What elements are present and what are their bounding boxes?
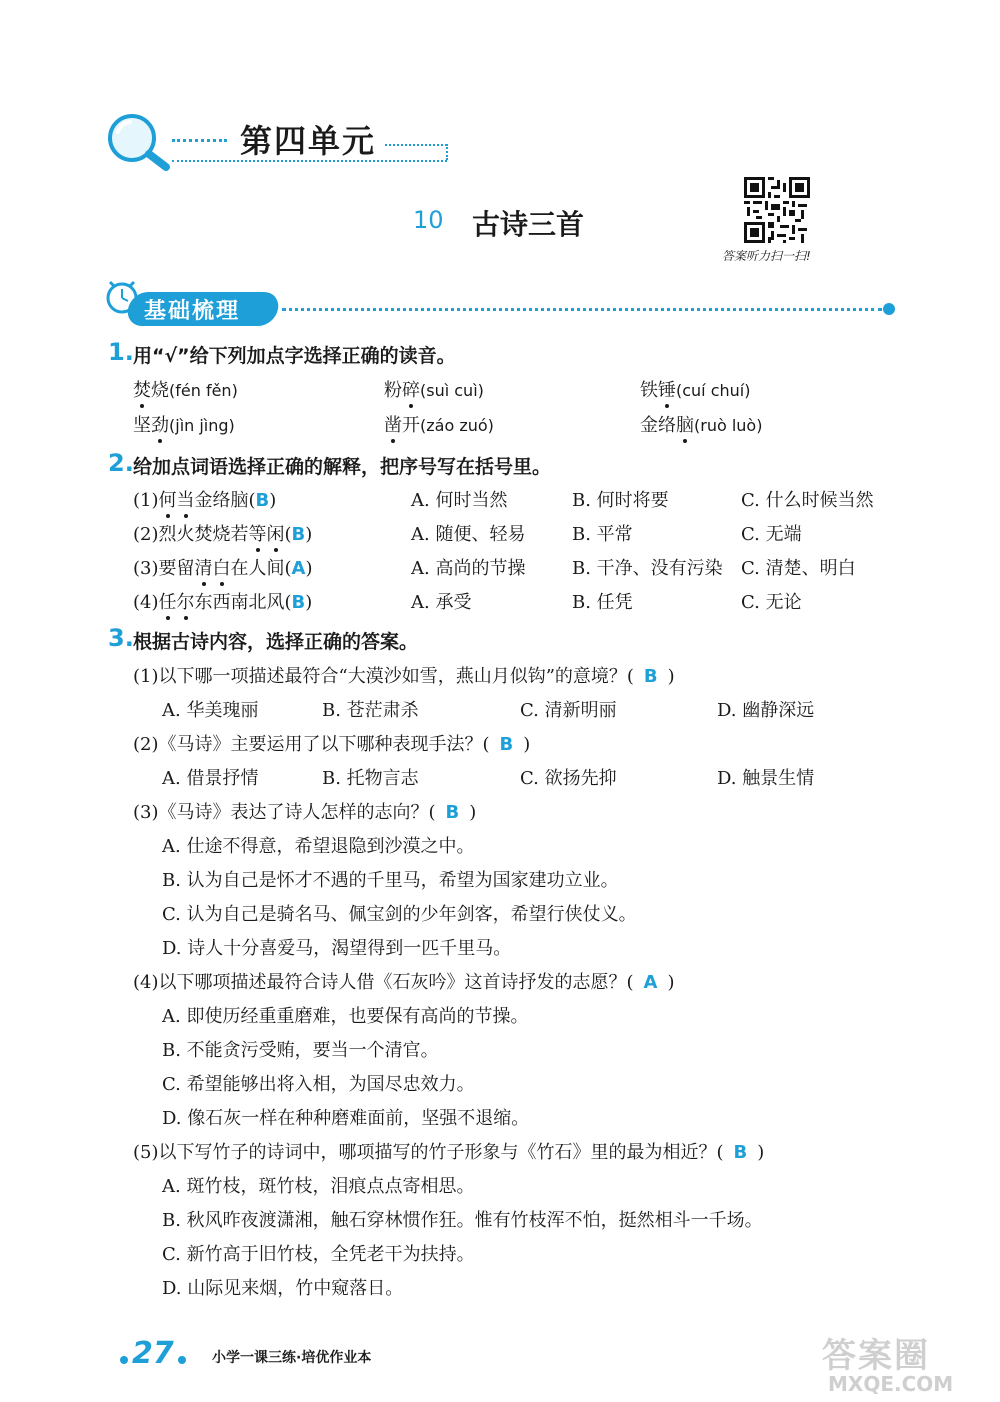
watermark-url: MXQE.COM <box>828 1372 954 1396</box>
section-label: 基础梳理 <box>144 299 241 324</box>
q3-answer: B <box>733 1142 748 1163</box>
q2-row-question: (1)何当金络脑(B) <box>133 486 276 512</box>
q3-sub-question: (5)以下写竹子的诗词中，哪项描写的竹子形象与《竹石》里的最为相近？( B ) <box>133 1142 765 1163</box>
q3-number: 3. <box>108 624 134 652</box>
q2-option: C. 无端 <box>741 524 802 545</box>
q2-row-question: (3)要留清白在人间(A) <box>133 554 313 580</box>
footer-dot-left <box>120 1356 128 1364</box>
q3-option: B. 托物言志 <box>322 768 419 789</box>
q3-option: B. 苍茫肃杀 <box>322 700 419 721</box>
magnifier-icon <box>104 112 174 172</box>
page-number: 27 <box>132 1336 174 1371</box>
section-line-end-dot <box>883 303 895 315</box>
q3-option: A. 仕途不得意，希望退隐到沙漠之中。 <box>162 836 475 857</box>
q1-item: 凿开(záo zuó) <box>384 411 494 437</box>
q2-option: A. 高尚的节操 <box>411 558 526 579</box>
qr-code-icon[interactable] <box>744 177 810 243</box>
q2-answer: B <box>291 524 306 545</box>
q3-option: C. 清新明丽 <box>520 700 617 721</box>
book-title: 小学一课三练·培优作业本 <box>212 1350 372 1366</box>
q3-option: A. 借景抒情 <box>162 768 259 789</box>
q3-answer: B <box>643 666 658 687</box>
q3-option: D. 像石灰一样在种种磨难面前，坚强不退缩。 <box>162 1108 530 1129</box>
q3-option: C. 认为自己是骑名马、佩宝剑的少年剑客，希望行侠仗义。 <box>162 904 637 925</box>
q3-answer: B <box>445 802 460 823</box>
qr-caption: 答案听力扫一扫! <box>722 249 811 263</box>
unit-header-frame-top <box>385 144 447 146</box>
q1-title: 用“√”给下列加点字选择正确的读音。 <box>133 345 456 367</box>
q2-option: A. 何时当然 <box>411 490 508 511</box>
q2-option: B. 平常 <box>572 524 633 545</box>
section-dotted-line <box>282 308 882 311</box>
watermark-logo: 答案圈 <box>822 1336 930 1376</box>
q2-answer: B <box>291 592 306 613</box>
q2-option: A. 随便、轻易 <box>411 524 526 545</box>
q3-sub-question: (4)以下哪项描述最符合诗人借《石灰吟》这首诗抒发的志愿？( A ) <box>133 972 675 993</box>
q2-option: B. 何时将要 <box>572 490 669 511</box>
unit-title: 第四单元 <box>240 122 377 160</box>
q3-sub-question: (2)《马诗》主要运用了以下哪种表现手法？( B ) <box>133 734 531 755</box>
q1-item: 铁锤(cuí chuí) <box>640 376 750 402</box>
q3-sub-question: (1)以下哪一项描述最符合“大漠沙如雪，燕山月似钩”的意境？( B ) <box>133 666 675 687</box>
unit-header-frame-line <box>172 160 447 162</box>
lesson-number: 10 <box>413 206 444 234</box>
q3-option: C. 新竹高于旧竹枝，全凭老干为扶持。 <box>162 1244 475 1265</box>
q3-option: A. 即使历经重重磨难，也要保有高尚的节操。 <box>162 1006 529 1027</box>
q3-title: 根据古诗内容，选择正确的答案。 <box>133 631 419 653</box>
q2-option: A. 承受 <box>411 592 472 613</box>
q2-answer: B <box>255 490 270 511</box>
q3-option: D. 诗人十分喜爱马，渴望得到一匹千里马。 <box>162 938 512 959</box>
q3-option: D. 山际见来烟，竹中窥落日。 <box>162 1278 404 1299</box>
q2-option: B. 任凭 <box>572 592 633 613</box>
q2-row-question: (2)烈火焚烧若等闲(B) <box>133 520 312 546</box>
q3-option: B. 秋风昨夜渡潇湘，触石穿林惯作狂。惟有竹枝浑不怕，挺然相斗一千场。 <box>162 1210 763 1231</box>
q3-option: B. 不能贪污受贿，要当一个清官。 <box>162 1040 439 1061</box>
q3-option: A. 斑竹枝，斑竹枝，泪痕点点寄相思。 <box>162 1176 475 1197</box>
q1-item: 金络脑(ruò luò) <box>640 411 762 437</box>
footer-dot-right <box>178 1356 186 1364</box>
q1-item: 焚烧(fén fěn) <box>133 376 238 402</box>
unit-header-dotted-line <box>172 139 227 142</box>
q3-sub-question: (3)《马诗》表达了诗人怎样的志向？( B ) <box>133 802 477 823</box>
lesson-title: 古诗三首 <box>472 208 585 241</box>
q3-option: D. 触景生情 <box>717 768 815 789</box>
q3-option: B. 认为自己是怀才不遇的千里马，希望为国家建功立业。 <box>162 870 619 891</box>
q3-answer: B <box>499 734 514 755</box>
q3-option: C. 欲扬先抑 <box>520 768 617 789</box>
q3-option: A. 华美瑰丽 <box>162 700 259 721</box>
q2-option: C. 清楚、明白 <box>741 558 856 579</box>
q1-number: 1. <box>108 338 134 366</box>
q2-title: 给加点词语选择正确的解释，把序号写在括号里。 <box>133 456 552 478</box>
q2-option: C. 无论 <box>741 592 802 613</box>
q2-option: C. 什么时候当然 <box>741 490 874 511</box>
q1-item: 坚劲(jìn jìng) <box>133 411 235 437</box>
q3-option: D. 幽静深远 <box>717 700 815 721</box>
q2-number: 2. <box>108 449 134 477</box>
q3-option: C. 希望能够出将入相，为国尽忠效力。 <box>162 1074 475 1095</box>
q2-option: B. 干净、没有污染 <box>572 558 723 579</box>
q3-answer: A <box>643 972 658 993</box>
q1-item: 粉碎(suì cuì) <box>384 376 484 402</box>
q2-answer: A <box>291 558 306 579</box>
unit-header-frame-right <box>446 144 448 160</box>
q2-row-question: (4)任尔东西南北风(B) <box>133 588 312 614</box>
